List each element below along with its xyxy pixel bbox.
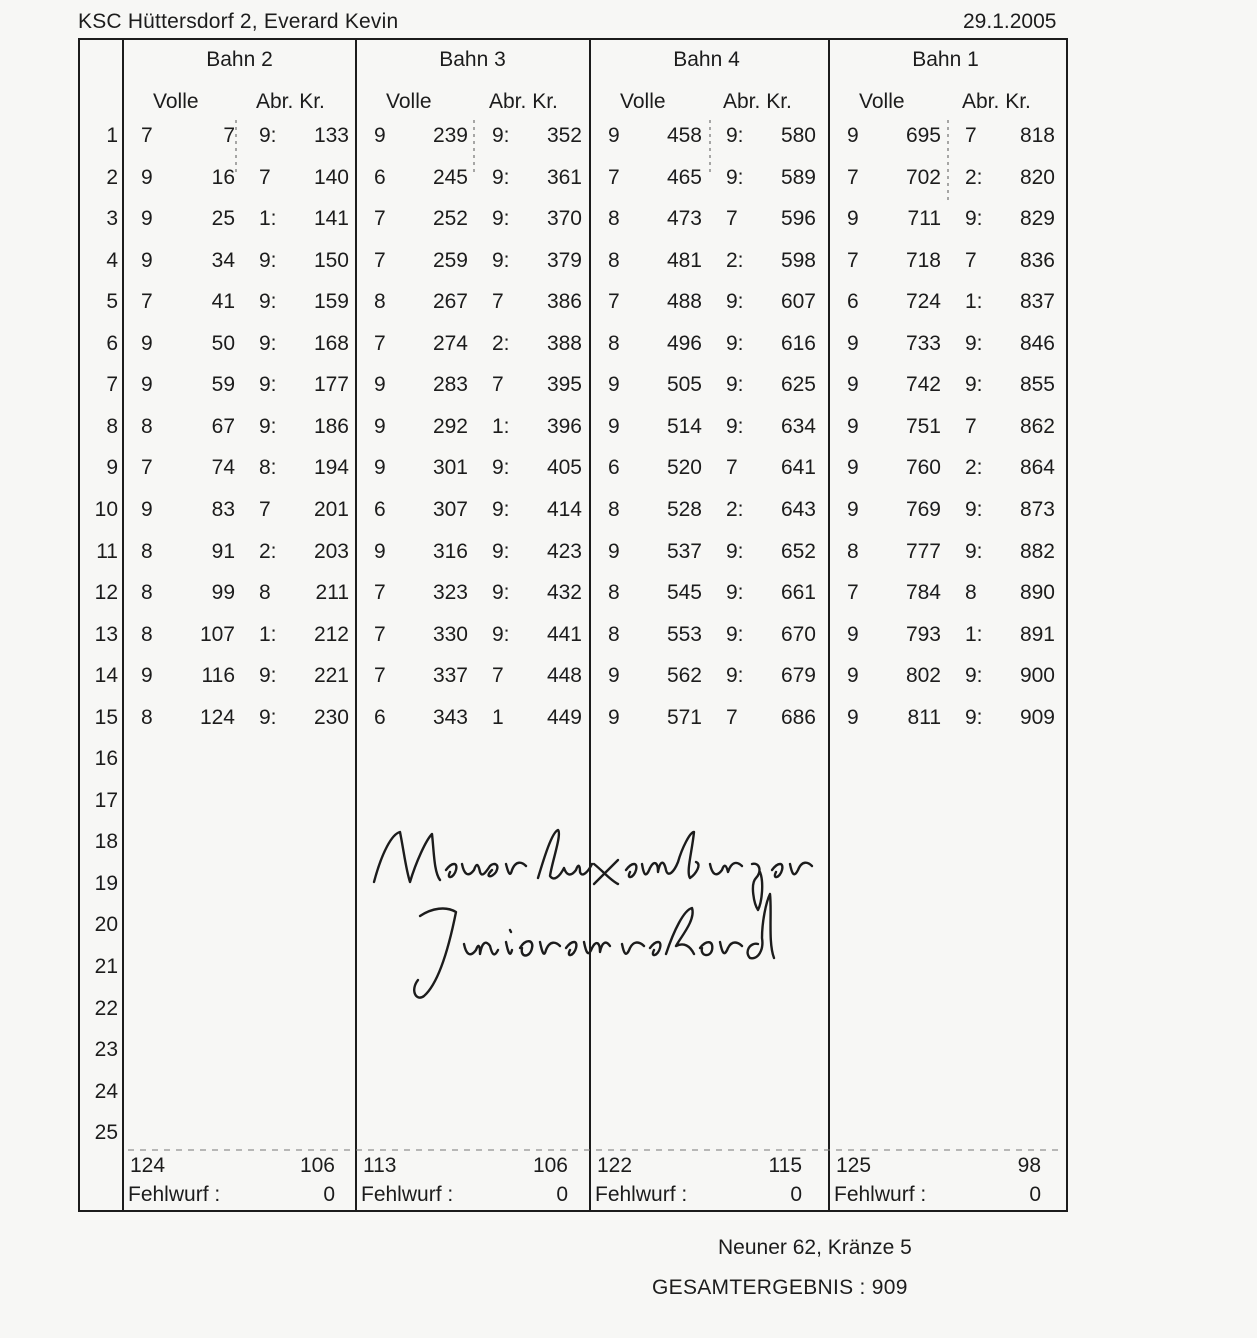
throw-clear: 9: [726,581,744,605]
throw-full: 8 [608,207,620,231]
throw-full: 9 [374,124,386,147]
lane-title: Bahn 1 [912,48,979,71]
throw-full: 7 [608,165,620,189]
throw-full: 7 [847,581,859,605]
throw-full: 8 [374,290,386,314]
row-number: 12 [94,581,118,605]
running-total: 598 [780,248,816,272]
throw-clear: 9: [965,207,983,231]
misses-label: Fehlwurf : [361,1183,454,1206]
running-total: 891 [1019,622,1055,646]
running-full: 274 [432,331,468,355]
throw-clear: 9: [965,539,983,563]
throw-clear: 9: [965,664,983,688]
throw-clear: 1: [965,290,983,314]
throw-full: 9 [141,331,153,355]
throw-clear: 9: [726,124,744,147]
throw-clear: 9: [259,414,277,438]
throw-full: 9 [608,414,620,438]
throw-full: 9 [141,207,153,231]
misses-count: 0 [323,1183,335,1206]
throw-clear: 9: [492,581,510,605]
running-full: 784 [905,581,941,605]
running-full: 323 [432,581,468,605]
column-label-full: Volle [620,90,666,113]
running-full: 571 [666,705,702,729]
row-number: 2 [106,165,118,189]
throw-full: 9 [847,124,859,147]
handwritten-note [360,812,840,1022]
throw-full: 6 [374,705,386,729]
throw-clear: 9: [259,248,277,272]
row-number: 22 [94,996,118,1020]
throw-full: 6 [608,456,620,480]
throw-clear: 9: [492,165,510,189]
throw-full: 7 [374,207,386,231]
running-total: 890 [1019,581,1055,605]
running-total: 625 [780,373,816,397]
throw-clear: 1: [965,622,983,646]
row-number: 4 [106,248,118,272]
running-full: 16 [211,165,235,189]
running-total: 846 [1019,331,1055,355]
throw-full: 9 [847,456,859,480]
throw-clear: 2: [492,331,510,355]
running-total: 670 [780,622,816,646]
throw-clear: 9: [726,414,744,438]
running-full: 307 [432,497,468,521]
throw-full: 6 [847,290,859,314]
running-full: 330 [432,622,468,646]
running-total: 150 [313,248,349,272]
running-total: 616 [780,331,816,355]
throw-clear: 9: [726,331,744,355]
running-full: 267 [432,290,468,314]
throw-full: 7 [374,248,386,272]
row-number: 20 [94,913,118,937]
throw-full: 7 [141,290,153,314]
running-full: 67 [211,414,235,438]
throw-full: 8 [608,581,620,605]
running-total: 352 [546,124,582,147]
throw-full: 9 [608,664,620,688]
lane-total-full: 122 [597,1154,633,1177]
lane-title: Bahn 2 [206,48,273,71]
throw-full: 9 [608,539,620,563]
running-full: 793 [905,622,941,646]
throw-full: 6 [374,165,386,189]
throw-clear: 2: [726,248,744,272]
running-total: 168 [313,331,349,355]
throw-clear: 9: [259,124,277,147]
row-number: 8 [106,414,118,438]
running-full: 25 [211,207,235,231]
throw-clear: 9: [726,290,744,314]
throw-full: 9 [847,664,859,688]
running-full: 802 [905,664,941,688]
throw-clear: 9: [726,165,744,189]
running-total: 643 [780,497,816,521]
throw-clear: 1: [259,622,277,646]
lane-total-clear: 106 [532,1154,568,1177]
throw-full: 9 [374,373,386,397]
throw-full: 6 [374,497,386,521]
throw-full: 9 [847,497,859,521]
running-total: 686 [780,705,816,729]
running-full: 239 [432,124,468,147]
running-total: 679 [780,664,816,688]
running-total: 661 [780,581,816,605]
running-total: 140 [313,165,349,189]
throw-full: 9 [847,705,859,729]
running-total: 133 [313,124,349,147]
running-full: 545 [666,581,702,605]
running-total: 909 [1019,705,1055,729]
running-full: 107 [199,622,235,646]
running-full: 59 [211,373,235,397]
throw-clear: 9: [259,705,277,729]
throw-clear: 9: [259,290,277,314]
column-label-clear-cumulative: Abr. Kr. [723,90,792,113]
running-full: 41 [211,290,235,314]
row-number: 11 [96,539,118,563]
running-total: 607 [780,290,816,314]
throw-clear: 7 [492,373,504,397]
throw-clear: 9: [492,456,510,480]
running-total: 201 [313,497,349,521]
throw-clear: 9: [965,705,983,729]
misses-label: Fehlwurf : [595,1183,688,1206]
throw-clear: 7 [965,414,977,438]
throw-clear: 9: [259,664,277,688]
throw-clear: 9: [492,124,510,147]
running-total: 211 [315,581,349,605]
running-total: 203 [313,539,349,563]
row-number: 25 [94,1121,118,1145]
running-total: 432 [546,581,582,605]
running-total: 864 [1019,456,1055,480]
running-full: 537 [666,539,702,563]
lane-total-clear: 115 [768,1154,802,1177]
running-total: 186 [313,414,349,438]
summary-total: GESAMTERGEBNIS : 909 [652,1276,908,1299]
running-full: 769 [905,497,941,521]
running-total: 820 [1019,165,1055,189]
running-full: 711 [907,207,941,231]
throw-full: 7 [374,581,386,605]
throw-clear: 9: [965,331,983,355]
running-total: 589 [780,165,816,189]
running-total: 818 [1019,124,1055,147]
throw-clear: 2: [965,456,983,480]
running-total: 836 [1019,248,1055,272]
throw-clear: 7 [726,207,738,231]
throw-clear: 7 [259,165,271,189]
running-full: 811 [907,705,941,729]
running-total: 386 [546,290,582,314]
throw-full: 7 [141,124,153,147]
throw-full: 9 [374,414,386,438]
running-total: 641 [780,456,816,480]
running-total: 423 [546,539,582,563]
running-total: 141 [313,207,349,231]
running-total: 396 [546,414,582,438]
throw-clear: 1 [492,705,504,729]
running-total: 900 [1019,664,1055,688]
running-full: 292 [432,414,468,438]
throw-clear: 1: [492,414,510,438]
throw-full: 9 [847,622,859,646]
running-total: 837 [1019,290,1055,314]
running-full: 742 [905,373,941,397]
running-total: 159 [313,290,349,314]
throw-full: 9 [374,456,386,480]
column-label-clear-cumulative: Abr. Kr. [489,90,558,113]
throw-full: 8 [608,622,620,646]
throw-clear: 7 [726,705,738,729]
lane-title: Bahn 3 [439,48,506,71]
throw-full: 8 [847,539,859,563]
running-full: 116 [201,664,235,688]
throw-full: 7 [608,290,620,314]
running-total: 873 [1019,497,1055,521]
row-number: 24 [94,1079,118,1103]
row-number: 5 [106,290,118,314]
running-total: 379 [546,248,582,272]
throw-clear: 9: [726,373,744,397]
misses-count: 0 [556,1183,568,1206]
throw-clear: 9: [492,497,510,521]
row-number: 9 [106,456,118,480]
throw-clear: 9: [492,539,510,563]
throw-clear: 8 [965,581,977,605]
running-total: 414 [546,497,582,521]
throw-clear: 7 [492,664,504,688]
running-full: 99 [211,581,235,605]
row-number: 3 [106,207,118,231]
throw-clear: 9: [492,207,510,231]
throw-full: 9 [141,497,153,521]
running-total: 194 [313,456,349,480]
row-number: 21 [94,955,118,978]
throw-full: 7 [847,248,859,272]
throw-full: 8 [141,705,153,729]
column-label-clear-cumulative: Abr. Kr. [962,90,1031,113]
row-number: 19 [94,871,118,895]
throw-full: 9 [141,373,153,397]
throw-clear: 7 [965,248,977,272]
running-total: 221 [313,664,349,688]
row-number: 16 [94,747,118,771]
club-player-name: KSC Hüttersdorf 2, Everard Kevin [78,10,399,33]
running-total: 395 [546,373,582,397]
throw-full: 9 [608,373,620,397]
running-full: 562 [666,664,702,688]
throw-clear: 9: [965,373,983,397]
running-total: 634 [780,414,816,438]
throw-clear: 9: [259,373,277,397]
throw-full: 7 [374,622,386,646]
throw-full: 9 [141,664,153,688]
lane-title: Bahn 4 [673,48,740,71]
throw-full: 8 [608,248,620,272]
running-total: 441 [546,622,582,646]
running-full: 74 [211,456,235,480]
running-total: 177 [313,373,349,397]
throw-full: 8 [141,539,153,563]
misses-count: 0 [790,1183,802,1206]
throw-full: 8 [608,331,620,355]
running-full: 760 [905,456,941,480]
running-full: 245 [432,165,468,189]
running-total: 230 [313,705,349,729]
row-number: 17 [94,788,118,812]
throw-clear: 1: [259,207,277,231]
misses-count: 0 [1029,1183,1041,1206]
running-total: 580 [780,124,816,147]
running-full: 514 [666,414,702,438]
row-number: 6 [106,331,118,355]
throw-clear: 2: [965,165,983,189]
running-full: 337 [432,664,468,688]
throw-full: 9 [847,207,859,231]
running-full: 724 [905,290,941,314]
running-total: 388 [546,331,582,355]
throw-clear: 2: [259,539,277,563]
running-total: 862 [1019,414,1055,438]
running-full: 91 [211,539,235,563]
running-full: 83 [211,497,235,521]
throw-clear: 9: [492,622,510,646]
lane-total-full: 113 [363,1154,397,1177]
summary-strikes: Neuner 62, Kränze 5 [718,1236,912,1259]
throw-clear: 7 [965,124,977,147]
throw-full: 9 [141,165,153,189]
throw-full: 8 [141,581,153,605]
throw-clear: 9: [965,497,983,521]
running-total: 882 [1019,539,1055,563]
lane-total-full: 125 [836,1154,872,1177]
throw-full: 7 [847,165,859,189]
row-number: 7 [106,373,118,397]
running-total: 829 [1019,207,1055,231]
running-full: 252 [432,207,468,231]
column-label-clear-cumulative: Abr. Kr. [256,90,325,113]
throw-clear: 2: [726,497,744,521]
throw-full: 7 [141,456,153,480]
running-full: 505 [666,373,702,397]
running-full: 751 [905,414,941,438]
throw-full: 9 [608,705,620,729]
running-full: 458 [666,124,702,147]
row-number: 18 [94,830,118,854]
running-full: 528 [666,497,702,521]
throw-full: 9 [141,248,153,272]
running-full: 553 [666,622,702,646]
running-full: 777 [905,539,941,563]
running-total: 361 [546,165,582,189]
running-full: 34 [211,248,235,272]
running-full: 702 [905,165,941,189]
running-full: 301 [432,456,468,480]
throw-full: 8 [141,622,153,646]
row-number: 23 [94,1038,118,1062]
running-total: 212 [313,622,349,646]
running-full: 695 [905,124,941,147]
throw-full: 8 [141,414,153,438]
running-full: 343 [432,705,468,729]
lane-total-full: 124 [130,1154,166,1177]
running-full: 7 [223,124,235,147]
row-number: 13 [94,622,118,646]
throw-clear: 9: [726,539,744,563]
column-label-full: Volle [859,90,905,113]
running-full: 496 [666,331,702,355]
throw-clear: 9: [259,331,277,355]
throw-full: 8 [608,497,620,521]
running-total: 652 [780,539,816,563]
throw-clear: 7 [726,456,738,480]
running-full: 283 [432,373,468,397]
row-number: 10 [94,497,118,521]
running-full: 473 [666,207,702,231]
running-full: 316 [432,539,468,563]
throw-full: 9 [608,124,620,147]
lane-total-clear: 98 [1017,1154,1041,1177]
running-full: 520 [666,456,702,480]
throw-full: 7 [374,664,386,688]
throw-clear: 7 [492,290,504,314]
row-number: 1 [106,124,118,147]
running-total: 449 [546,705,582,729]
running-full: 733 [905,331,941,355]
throw-clear: 7 [259,497,271,521]
row-number: 15 [94,705,118,729]
running-total: 370 [546,207,582,231]
throw-full: 9 [374,539,386,563]
throw-full: 7 [374,331,386,355]
match-date: 29.1.2005 [963,10,1057,33]
throw-full: 9 [847,373,859,397]
misses-label: Fehlwurf : [834,1183,927,1206]
throw-full: 9 [847,414,859,438]
running-full: 124 [199,705,235,729]
running-total: 855 [1019,373,1055,397]
column-label-full: Volle [153,90,199,113]
throw-clear: 9: [726,664,744,688]
throw-clear: 8: [259,456,277,480]
column-label-full: Volle [386,90,432,113]
running-full: 718 [905,248,941,272]
running-full: 481 [666,248,702,272]
throw-clear: 9: [726,622,744,646]
throw-clear: 8 [259,581,271,605]
running-total: 448 [546,664,582,688]
row-number: 14 [94,664,118,688]
throw-clear: 9: [492,248,510,272]
running-full: 488 [666,290,702,314]
throw-full: 9 [847,331,859,355]
running-full: 259 [432,248,468,272]
running-full: 465 [666,165,702,189]
running-total: 596 [780,207,816,231]
lane-total-clear: 106 [299,1154,335,1177]
running-total: 405 [546,456,582,480]
running-full: 50 [211,331,235,355]
misses-label: Fehlwurf : [128,1183,221,1206]
